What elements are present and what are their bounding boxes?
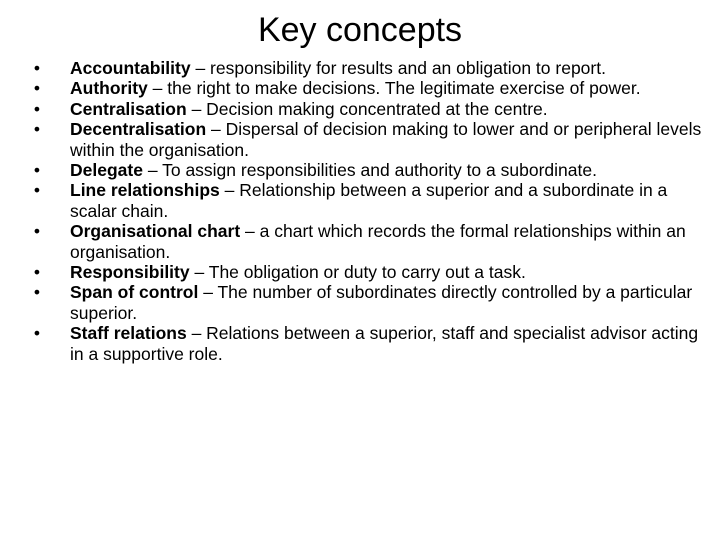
concept-term: Organisational chart [70, 221, 241, 242]
concept-term: Centralisation [70, 98, 187, 119]
concept-item-staff-relations [30, 323, 715, 364]
concept-term: Span of control [70, 282, 199, 303]
concept-list [30, 58, 715, 364]
concept-item-line-relationships [30, 180, 715, 221]
bullet-icon: • [33, 119, 41, 140]
concept-item-decentralisation [30, 119, 715, 160]
concept-definition: a chart which records the formal relationships within an organisation. [70, 221, 686, 262]
concept-term: Responsibility [70, 262, 190, 283]
term-separator: – [190, 58, 211, 78]
term-separator: – [198, 282, 218, 303]
concept-definition: Relationship between a superior and a subordinate in a scalar chain. [70, 180, 668, 221]
bullet-icon: • [33, 323, 41, 344]
concept-term: Accountability [70, 58, 191, 78]
term-separator: – [186, 98, 207, 119]
concept-definition: Dispersal of decision making to lower and or peripheral levels within the organisation. [70, 119, 702, 160]
term-separator: – [142, 160, 163, 181]
concept-item-authority [30, 78, 715, 98]
concept-definition: The number of subordinates directly controlled by a particular superior. [70, 282, 693, 323]
slide-title: Key concepts [257, 11, 463, 49]
concept-item-centralisation [30, 99, 715, 119]
concept-term: Decentralisation [70, 119, 207, 140]
term-separator: – [186, 323, 207, 344]
term-separator: – [219, 180, 240, 201]
bullet-icon: • [33, 262, 41, 283]
concept-definition: The obligation or duty to carry out a task. [208, 262, 526, 283]
concept-item-responsibility [30, 262, 715, 282]
concept-term: Line relationships [70, 180, 220, 201]
term-separator: – [240, 221, 260, 242]
concept-item-delegate [30, 160, 715, 180]
concept-item-span-of-control [30, 282, 715, 323]
concept-definition: Relations between a superior, staff and specialist advisor acting in a supportive role. [70, 323, 699, 364]
term-separator: – [189, 262, 209, 283]
concept-term: Authority [70, 78, 148, 99]
concept-definition: responsibility for results and an obligation to report. [210, 58, 606, 78]
concept-definition: To assign responsibilities and authority to a subordinate. [162, 160, 597, 181]
term-separator: – [147, 78, 168, 99]
bullet-icon: • [33, 282, 41, 303]
bullet-icon: • [33, 180, 41, 201]
term-separator: – [206, 119, 226, 140]
bullet-icon: • [33, 58, 41, 78]
bullet-icon: • [33, 78, 41, 99]
concept-item-organisational-chart [30, 221, 715, 262]
bullet-icon: • [33, 98, 41, 119]
bullet-icon: • [33, 160, 41, 181]
concept-definition: the right to make decisions. The legitimate exercise of power. [167, 78, 641, 99]
concept-term: Staff relations [70, 323, 187, 344]
concept-term: Delegate [70, 160, 143, 181]
bullet-icon: • [33, 221, 41, 242]
concept-item-accountability [30, 58, 715, 78]
concept-definition: Decision making concentrated at the centre. [206, 98, 548, 119]
